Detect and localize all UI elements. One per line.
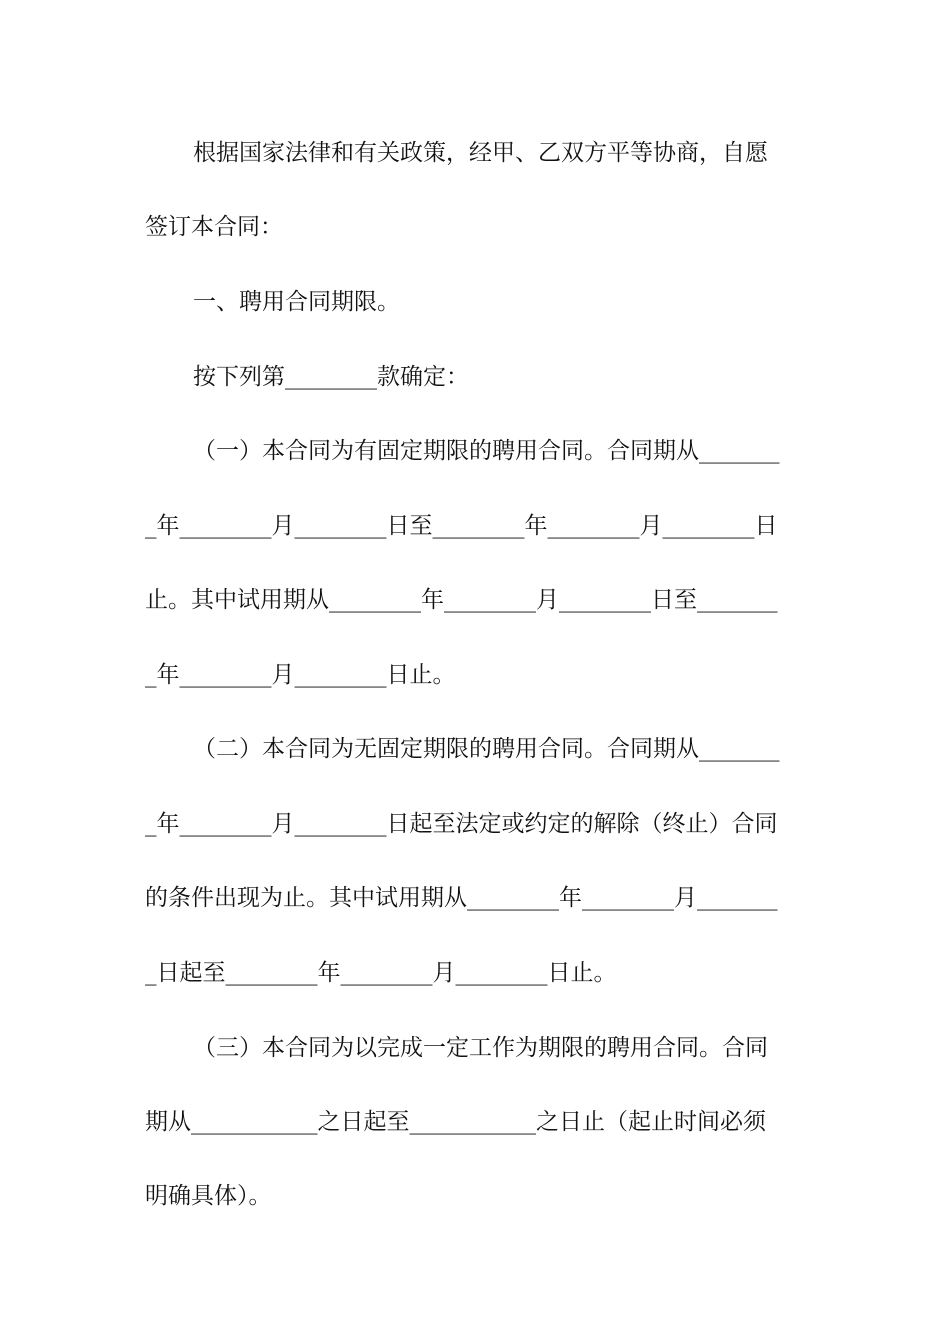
clause-2-line-1: （二）本合同为无固定期限的聘用合同。合同期从_______: [193, 736, 780, 762]
clause-2-line-2: _年________月________日起至法定或约定的解除（终止）合同: [145, 811, 778, 837]
clause-2-line-3: 的条件出现为止。其中试用期从________年________月_______: [145, 885, 778, 911]
section-heading-contract-term: 一、聘用合同期限。: [193, 289, 400, 315]
clause-2-line-4: _日起至________年________月________日止。: [145, 960, 617, 986]
clause-1-line-2: _年________月________日至________年________月________日: [145, 513, 778, 539]
clause-3-line-1: （三）本合同为以完成一定工作为期限的聘用合同。合同: [193, 1035, 768, 1061]
clause-1-line-1: （一）本合同为有固定期限的聘用合同。合同期从_______: [193, 438, 780, 464]
paragraph-intro-line-1: 根据国家法律和有关政策，经甲、乙双方平等协商，自愿: [193, 140, 768, 166]
clause-3-line-2: 期从___________之日起至___________之日止（起止时间必须: [145, 1109, 766, 1135]
paragraph-intro-line-2: 签订本合同：: [145, 214, 283, 240]
clause-3-line-3: 明确具体）。: [145, 1183, 272, 1209]
paragraph-select-clause: 按下列第________款确定：: [193, 364, 469, 390]
clause-1-line-3: 止。其中试用期从________年________月________日至_______: [145, 587, 778, 613]
clause-1-line-4: _年________月________日止。: [145, 662, 456, 688]
